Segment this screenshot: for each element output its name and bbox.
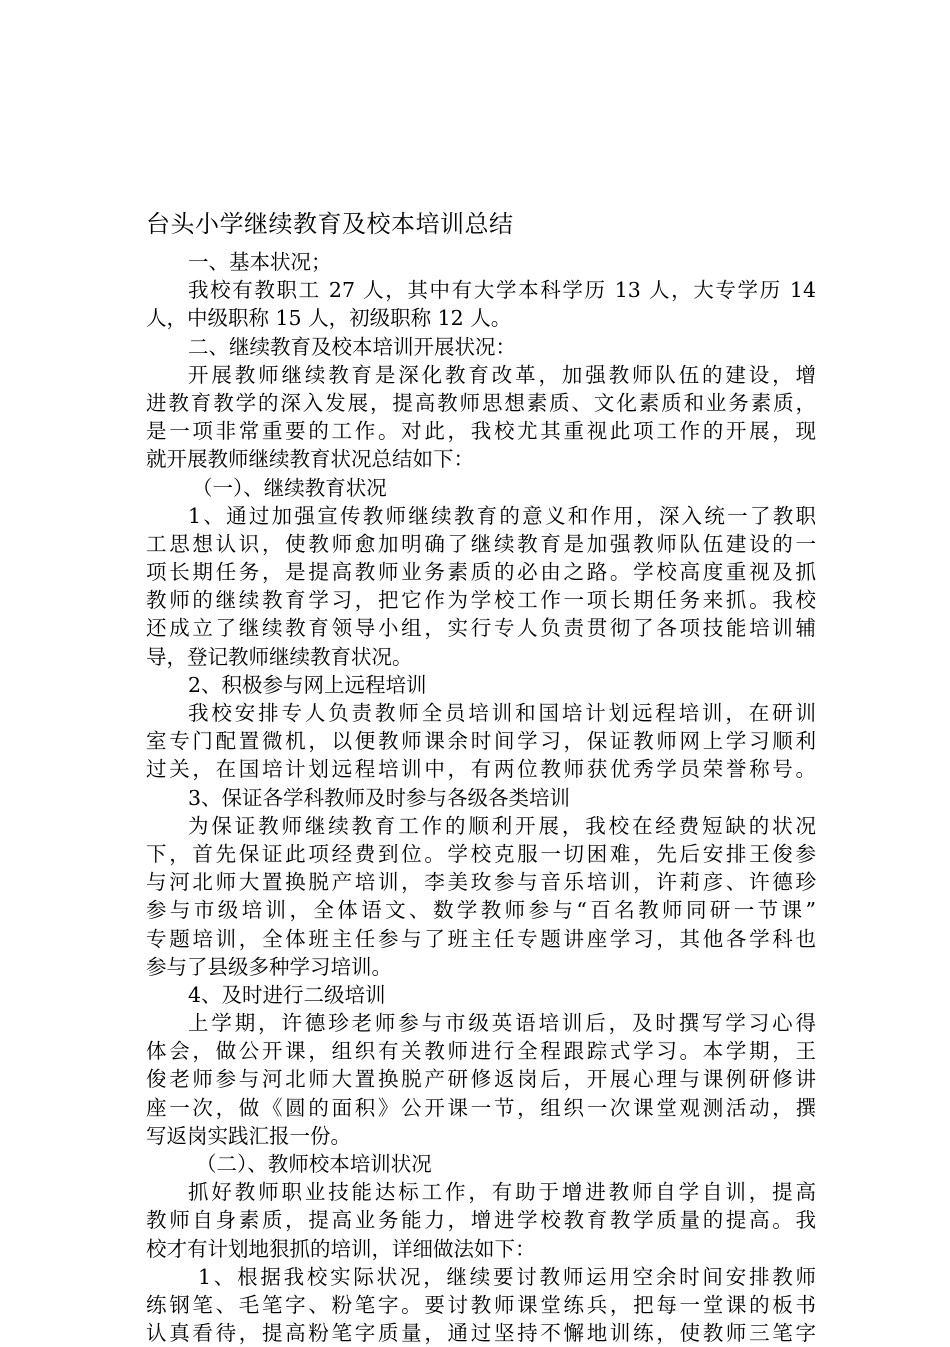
paragraph-line: 开展教师继续教育是深化教育改革，加强教师队伍的建设，增: [188, 362, 816, 387]
paragraph-line: 项长期任务，是提高教师业务素质的必由之路。学校高度重视及抓: [146, 560, 816, 585]
paragraph-line: 认真看待，提高粉笔字质量，通过坚持不懈地训练，使教师三笔字: [146, 1321, 816, 1346]
paragraph-line: 过关，在国培计划远程培训中，有两位教师获优秀学员荣誉称号。: [146, 757, 816, 782]
paragraph-line: 练钢笔、毛笔字、粉笔字。要讨教师课堂练兵，把每一堂课的板书: [146, 1292, 816, 1317]
paragraph-line: 教师自身素质，提高业务能力，增进学校教育教学质量的提高。我: [146, 1208, 816, 1233]
item-heading: 3、保证各学科教师及时参与各级各类培训: [188, 785, 571, 810]
paragraph-line: 参与市级培训，全体语文、数学教师参与“百名教师同研一节课”: [146, 898, 816, 923]
paragraph-line: 1、通过加强宣传教师继续教育的意义和作用，深入统一了教职: [188, 503, 816, 528]
section-heading: 二、继续教育及校本培训开展状况：: [188, 334, 516, 359]
item-heading: 2、积极参与网上远程培训: [188, 672, 427, 697]
paragraph-line: 座一次，做《圆的面积》公开课一节，组织一次课堂观测活动，撰: [146, 1095, 816, 1120]
paragraph-line: 下，首先保证此项经费到位。学校克服一切困难，先后安排王俊参: [146, 841, 816, 866]
paragraph-line: 抓好教师职业技能达标工作，有助于增进教师自学自训，提高: [188, 1180, 816, 1205]
paragraph-line: 校才有计划地狠抓的培训，详细做法如下：: [146, 1236, 536, 1261]
paragraph-line: 进教育教学的深入发展，提高教师思想素质、文化素质和业务素质，: [146, 390, 816, 415]
paragraph-line: 体会，做公开课，组织有关教师进行全程跟踪式学习。本学期，王: [146, 1039, 816, 1064]
paragraph-line: 我校有教职工 27 人，其中有大学本科学历 13 人，大专学历 14: [188, 278, 816, 303]
paragraph-line: 1、根据我校实际状况，继续要讨教师运用空余时间安排教师: [198, 1264, 816, 1289]
document-body: [146, 248, 816, 1347]
paragraph-line: 参与了县级多种学习培训。: [146, 954, 392, 979]
paragraph-line: 是一项非常重要的工作。对此，我校尤其重视此项工作的开展，现: [146, 419, 816, 444]
paragraph-line: 写返岗实践汇报一份。: [146, 1123, 351, 1148]
paragraph-line: 就开展教师继续教育状况总结如下：: [146, 447, 474, 472]
paragraph-line: 人，中级职称 15 人，初级职称 12 人。: [146, 306, 512, 331]
paragraph-line: 我校安排专人负责教师全员培训和国培计划远程培训，在研训: [188, 701, 816, 725]
paragraph-line: 教师的继续教育学习，把它作为学校工作一项长期任务来抓。我校: [146, 588, 816, 613]
paragraph-line: 室专门配置微机，以便教师课余时间学习，保证教师网上学习顺利: [146, 729, 816, 754]
paragraph-line: 为保证教师继续教育工作的顺利开展，我校在经费短缺的状况: [188, 813, 816, 838]
subsection-heading: （一）、继续教育状况: [192, 475, 387, 500]
paragraph-line: 工思想认识，使教师愈加明确了继续教育是加强教师队伍建设的一: [146, 531, 816, 556]
section-heading: 一、基本状况；: [188, 250, 332, 274]
item-heading: 4、及时进行二级培训: [188, 982, 386, 1007]
paragraph-line: 还成立了继续教育领导小组，实行专人负责贯彻了各项技能培训辅: [146, 616, 816, 641]
document-title: 台头小学继续教育及校本培训总结: [146, 210, 514, 238]
paragraph-line: 上学期，许德珍老师参与市级英语培训后，及时撰写学习心得: [188, 1011, 816, 1036]
paragraph-line: 俊老师参与河北师大置换脱产研修返岗后，开展心理与课例研修讲: [146, 1067, 816, 1092]
paragraph-line: 专题培训，全体班主任参与了班主任专题讲座学习，其他各学科也: [146, 926, 816, 951]
paragraph-line: 导，登记教师继续教育状况。: [146, 644, 413, 669]
paragraph-line: 与河北师大置换脱产培训，李美玫参与音乐培训，许莉彦、许德珍: [146, 870, 816, 895]
subsection-heading: （二）、教师校本培训状况: [196, 1152, 432, 1176]
